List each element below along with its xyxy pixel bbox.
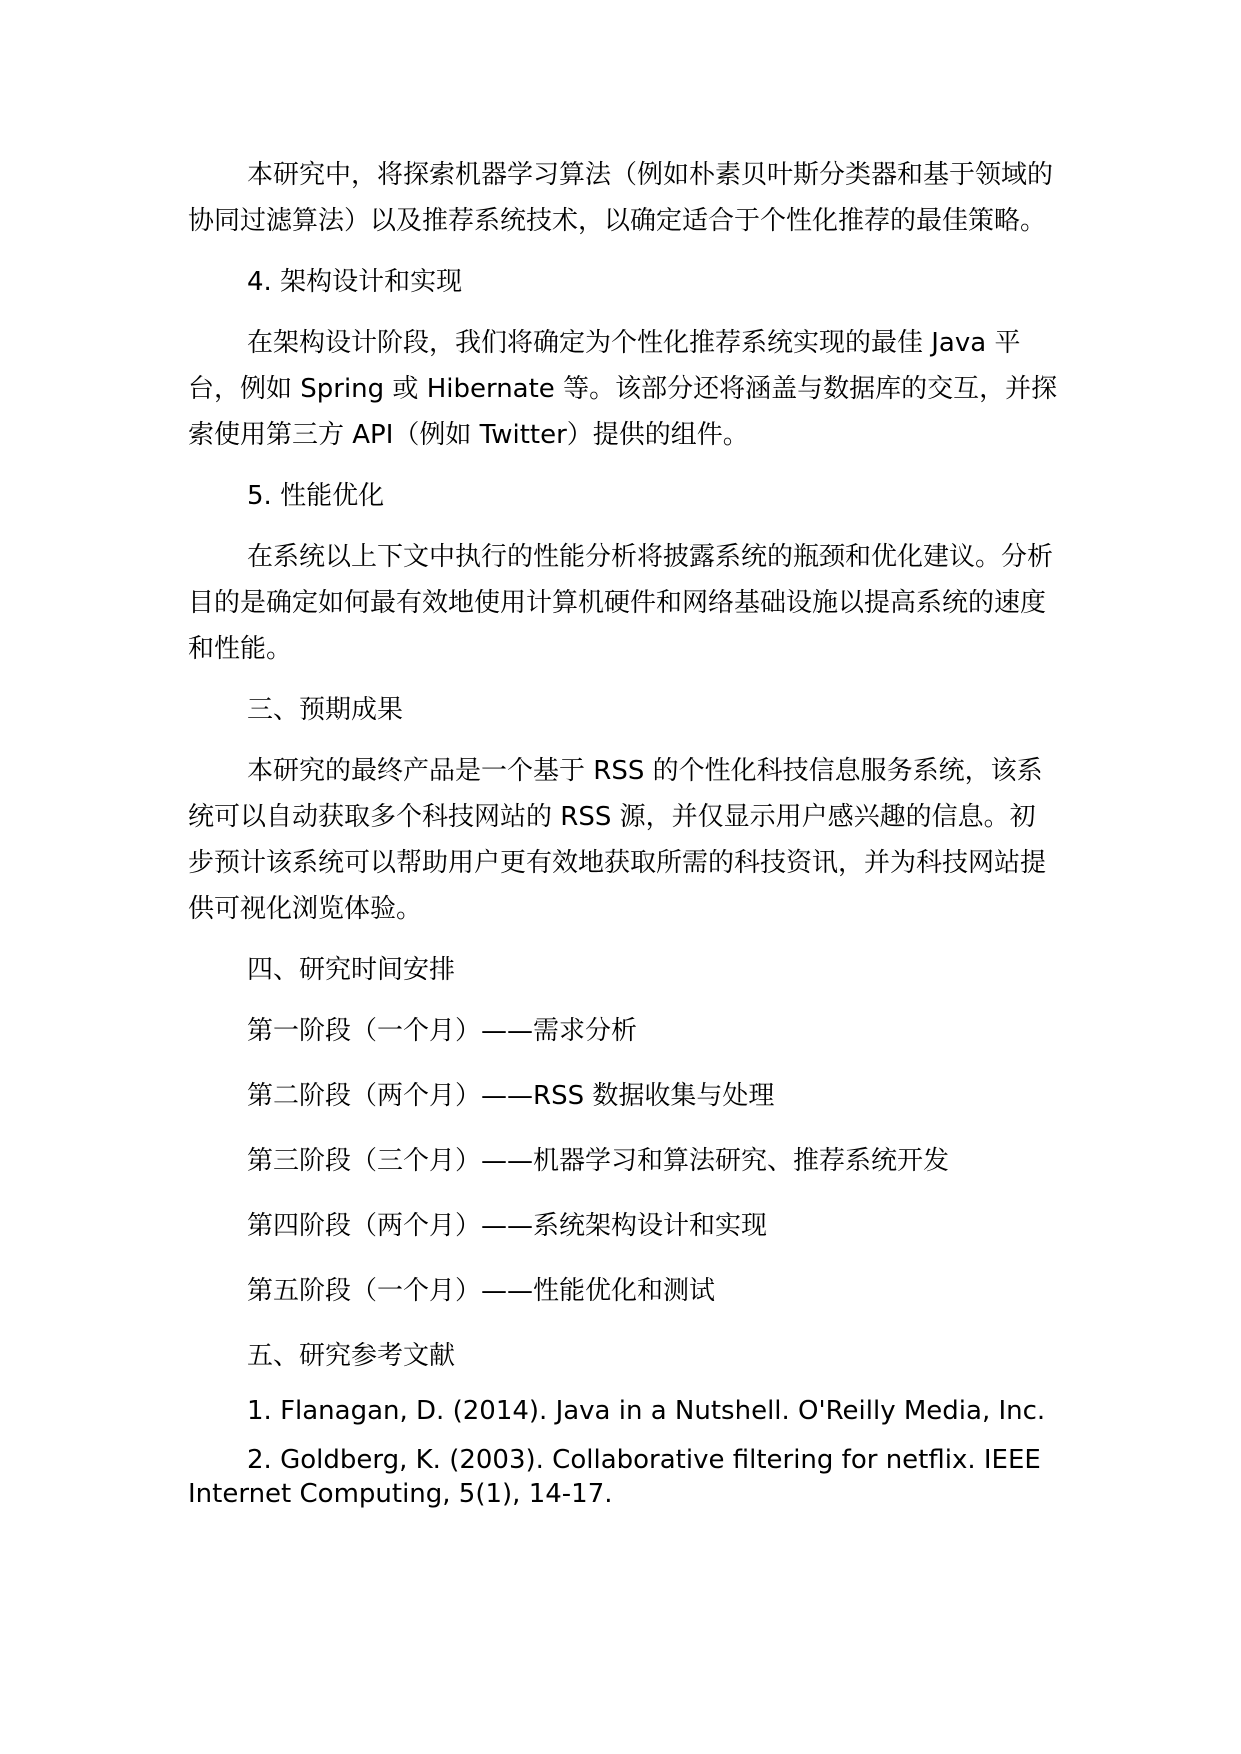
section-heading-schedule: 四、研究时间安排 bbox=[247, 955, 456, 985]
document-body bbox=[188, 152, 1058, 1526]
schedule-item: 第五阶段（一个月）——性能优化和测试 bbox=[247, 1276, 716, 1306]
paragraph-architecture: 在架构设计阶段，我们将确定为个性化推荐系统实现的最佳 Java 平台，例如 Spring 或 Hibernate 等。该部分还将涵盖与数据库的交互，并探索使用第三方 API（例如 Twitter）提供的组件。 bbox=[188, 328, 1058, 450]
section-heading-architecture: 4. 架构设计和实现 bbox=[247, 267, 463, 297]
paragraph-expected-results: 本研究的最终产品是一个基于 RSS 的个性化科技信息服务系统，该系统可以自动获取多个科技网站的 RSS 源，并仅显示用户感兴趣的信息。初步预计该系统可以帮助用户更有效地获取所需的科技资讯，并为科技网站提供可视化浏览体验。 bbox=[188, 756, 1047, 924]
reference-item: 2. Goldberg, K. (2003). Collaborative filtering for netflix. IEEE Internet Computing, 5(1), 14-17. bbox=[188, 1445, 1041, 1509]
paragraph-performance: 在系统以上下文中执行的性能分析将披露系统的瓶颈和优化建议。分析目的是确定如何最有效地使用计算机硬件和网络基础设施以提高系统的速度和性能。 bbox=[188, 542, 1054, 664]
section-heading-expected-results: 三、预期成果 bbox=[247, 695, 404, 725]
schedule-list bbox=[188, 1008, 1058, 1314]
reference-item: 1. Flanagan, D. (2014). Java in a Nutshell. O'Reilly Media, Inc. bbox=[247, 1396, 1046, 1426]
schedule-item: 第一阶段（一个月）——需求分析 bbox=[247, 1016, 638, 1046]
schedule-item: 第三阶段（三个月）——机器学习和算法研究、推荐系统开发 bbox=[247, 1146, 950, 1176]
schedule-item: 第二阶段（两个月）——RSS 数据收集与处理 bbox=[247, 1081, 775, 1111]
section-heading-performance: 5. 性能优化 bbox=[247, 481, 385, 511]
paragraph-ml-algorithms: 本研究中，将探索机器学习算法（例如朴素贝叶斯分类器和基于领域的协同过滤算法）以及推荐系统技术，以确定适合于个性化推荐的最佳策略。 bbox=[188, 160, 1054, 236]
references-list bbox=[188, 1394, 1058, 1511]
schedule-item: 第四阶段（两个月）——系统架构设计和实现 bbox=[247, 1211, 768, 1241]
section-heading-references: 五、研究参考文献 bbox=[247, 1341, 456, 1371]
